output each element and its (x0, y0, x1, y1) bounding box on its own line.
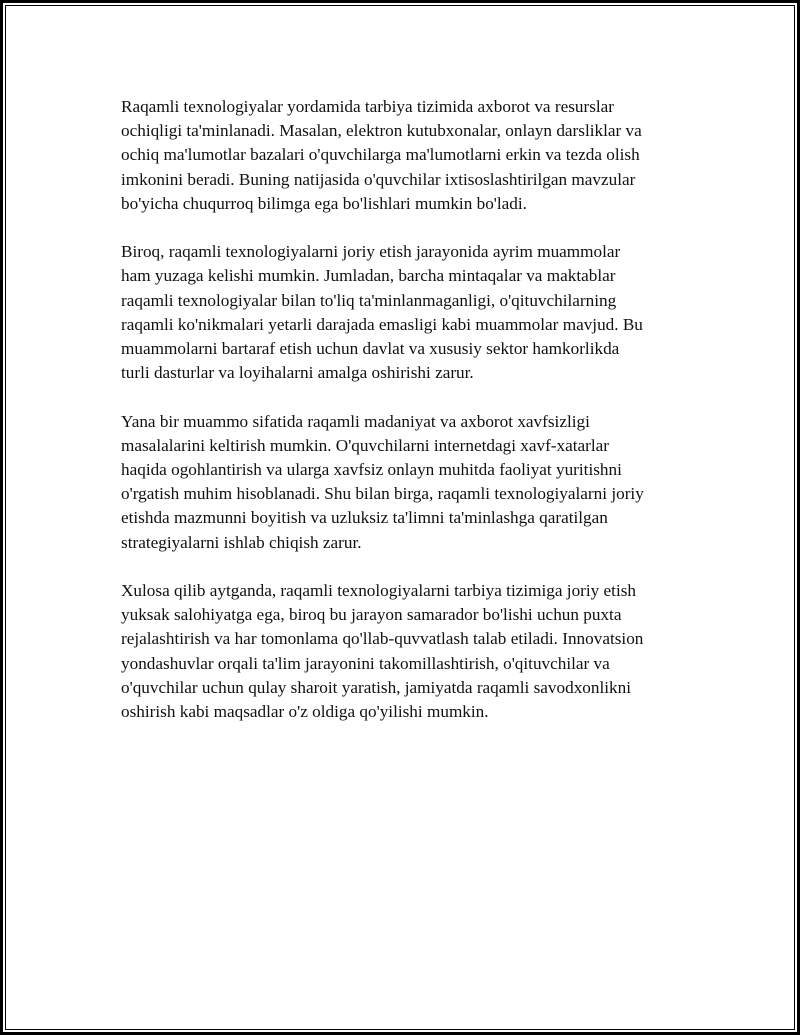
text-line: bo'yicha chuqurroq bilimga ega bo'lishlari mumkin bo'ladi. (121, 193, 527, 213)
text-line: turli dasturlar va loyihalarni amalga oshirishi zarur. (121, 363, 474, 383)
text-line: Raqamli texnologiyalar yordamida tarbiya tizimida axborot va resurslar (121, 97, 615, 116)
text-line: raqamli ko'nikmalari yetarli darajada emasligi kabi muammolar mavjud. Bu (121, 314, 643, 334)
text-line: masalalarini keltirish mumkin. O'quvchilarni internetdagi xavf-xatarlar (121, 435, 610, 455)
text-line: imkonini beradi. Buning natijasida o'quvchilar ixtisoslashtirilgan mavzular (121, 169, 636, 189)
text-line: yuksak salohiyatga ega, biroq bu jarayon samarador bo'lishi uchun puxta (121, 605, 622, 625)
text-line: Yana bir muammo sifatida raqamli madaniyat va axborot xavfsizligi (121, 411, 590, 431)
text-line: muammolarni bartaraf etish uchun davlat va xususiy sektor hamkorlikda (121, 339, 620, 359)
paragraph-1 (121, 95, 691, 216)
paragraph-3 (121, 410, 691, 555)
text-line: ochiqligi ta'minlanadi. Masalan, elektron kutubxonalar, onlayn darsliklar va (121, 121, 642, 141)
text-line: strategiyalarni ishlab chiqish zarur. (121, 532, 362, 552)
text-line: Xulosa qilib aytganda, raqamli texnologiyalarni tarbiya tizimiga joriy etish (121, 581, 637, 601)
text-line: o'rgatish muhim hisoblanadi. Shu bilan birga, raqamli texnologiyalarni joriy (121, 484, 644, 504)
paragraph-4 (121, 579, 691, 724)
text-line: ham yuzaga kelishi mumkin. Jumladan, barcha mintaqalar va maktablar (121, 266, 616, 286)
text-line: rejalashtirish va har tomonlama qo'llab-quvvatlash talab etiladi. Innovatsion (121, 629, 644, 649)
text-line: yondashuvlar orqali ta'lim jarayonini takomillashtirish, o'qituvchilar va (121, 653, 610, 673)
text-line: raqamli texnologiyalar bilan to'liq ta'minlanmaganligi, o'qituvchilarning (121, 290, 617, 310)
text-line: o'quvchilar uchun qulay sharoit yaratish, jamiyatda raqamli savodxonlikni (121, 677, 632, 697)
paragraph-2 (121, 240, 691, 385)
text-line: haqida ogohlantirish va ularga xavfsiz onlayn muhitda faoliyat yuritishni (121, 460, 622, 480)
text-line: oshirish kabi maqsadlar o'z oldiga qo'yilishi mumkin. (121, 702, 489, 722)
document-body (121, 95, 691, 748)
text-line: Biroq, raqamli texnologiyalarni joriy etish jarayonida ayrim muammolar (121, 242, 621, 262)
text-line: etishda mazmunni boyitish va uzluksiz ta'limni ta'minlashga qaratilgan (121, 508, 608, 528)
text-line: ochiq ma'lumotlar bazalari o'quvchilarga ma'lumotlarni erkin va tezda olish (121, 145, 640, 165)
